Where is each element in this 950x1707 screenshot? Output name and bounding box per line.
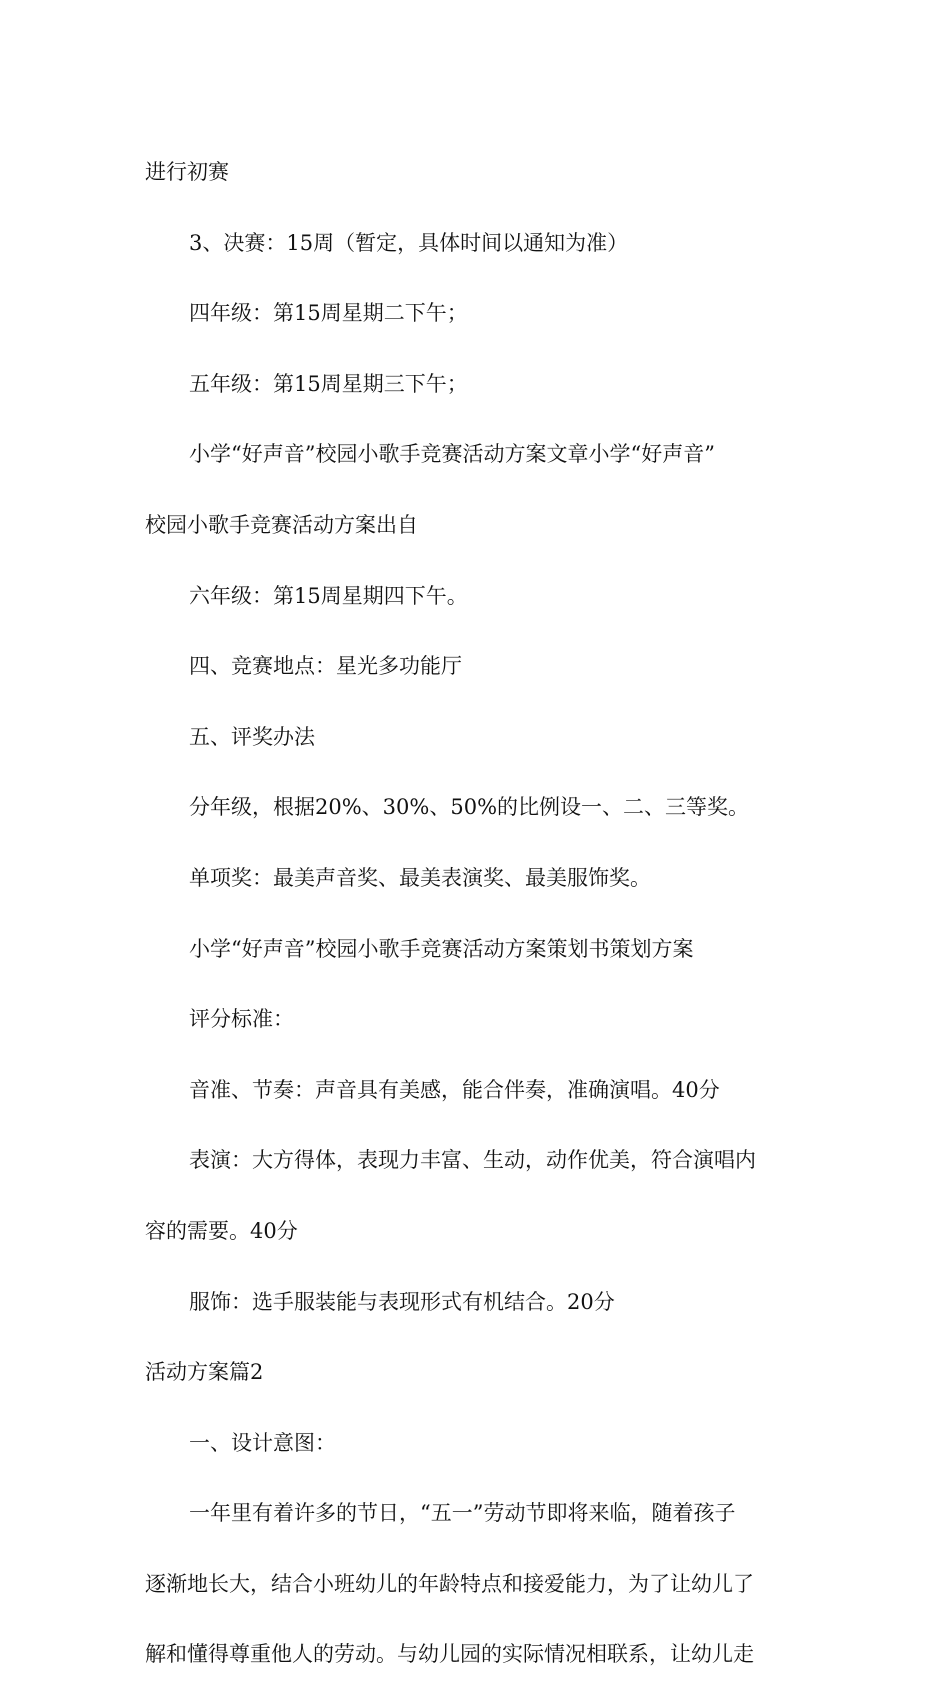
text-line: 容的需要。40分 bbox=[145, 1218, 298, 1243]
text-line: 单项奖：最美声音奖、最美表演奖、最美服饰奖。 bbox=[189, 865, 651, 890]
text-line: 校园小歌手竞赛活动方案出自 bbox=[145, 512, 418, 537]
text-line: 3、决赛：15周（暂定，具体时间以通知为准） bbox=[189, 230, 629, 255]
section-heading: 五、评奖办法 bbox=[189, 724, 315, 749]
text-line: 四年级：第15周星期二下午； bbox=[189, 301, 468, 326]
text-line: 逐渐地长大，结合小班幼儿的年龄特点和接爱能力，为了让幼儿了 bbox=[145, 1571, 754, 1596]
text-line: 音准、节奏：声音具有美感，能合伴奏，准确演唱。40分 bbox=[189, 1077, 720, 1102]
text-line: 六年级：第15周星期四下午。 bbox=[189, 583, 468, 608]
text-line: 解和懂得尊重他人的劳动。与幼儿园的实际情况相联系，让幼儿走 bbox=[145, 1642, 754, 1667]
text-line: 小学“好声音”校园小歌手竞赛活动方案策划书策划方案 bbox=[189, 936, 694, 961]
section-heading: 一、设计意图： bbox=[189, 1430, 336, 1455]
text-line: 四、竞赛地点：星光多功能厅 bbox=[189, 654, 462, 679]
text-line: 进行初赛 bbox=[145, 160, 229, 184]
section-heading: 活动方案篇2 bbox=[145, 1360, 264, 1385]
document-body bbox=[145, 133, 835, 1707]
text-line: 五年级：第15周星期三下午； bbox=[189, 371, 468, 396]
text-line: 分年级，根据20%、30%、50%的比例设一、二、三等奖。 bbox=[189, 795, 750, 820]
text-line: 小学“好声音”校园小歌手竞赛活动方案文章小学“好声音” bbox=[189, 442, 715, 467]
text-line: 表演：大方得体，表现力丰富、生动，动作优美，符合演唱内 bbox=[189, 1148, 756, 1173]
text-line: 一年里有着许多的节日，“五一”劳动节即将来临，随着孩子 bbox=[189, 1501, 736, 1526]
text-line: 服饰：选手服装能与表现形式有机结合。20分 bbox=[189, 1289, 615, 1314]
text-line: 评分标准： bbox=[189, 1007, 294, 1032]
